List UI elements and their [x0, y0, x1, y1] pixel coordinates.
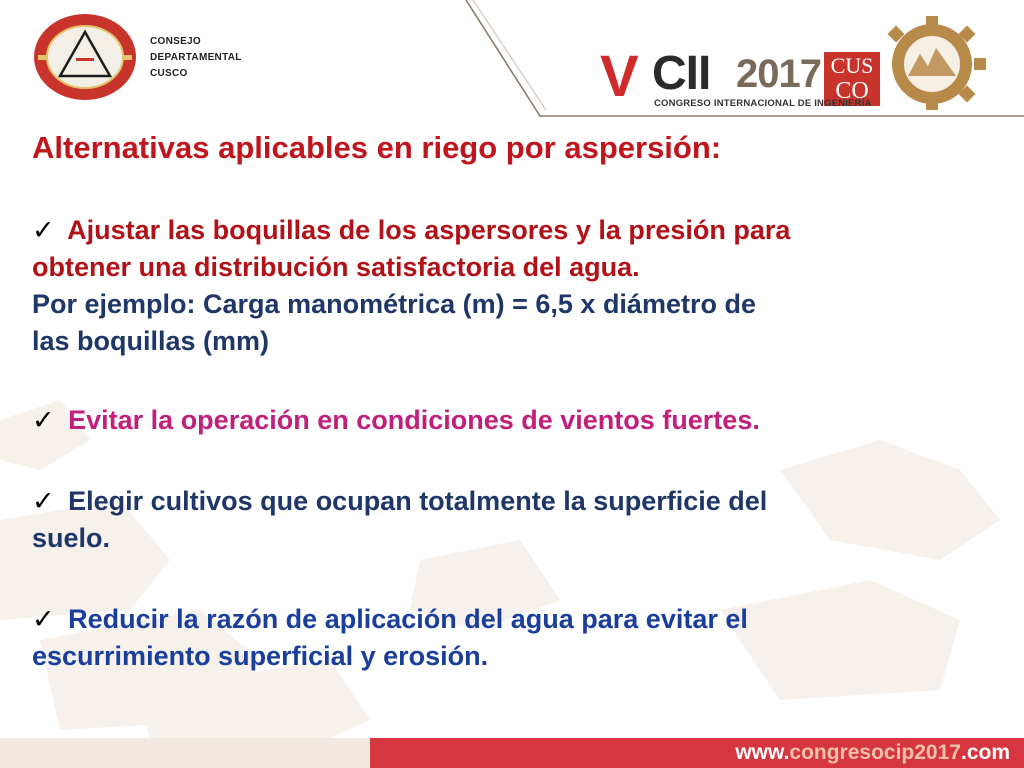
spacer — [32, 439, 992, 483]
url-domain: congresocip2017 — [789, 741, 961, 764]
council-name — [150, 34, 242, 82]
slide-content — [32, 128, 992, 675]
spacer — [32, 557, 992, 601]
congress-year: 2017 — [736, 52, 821, 96]
bullet-choose-crops — [32, 483, 992, 557]
spacer — [32, 168, 992, 212]
url-prefix: www. — [735, 741, 790, 764]
bullet-avoid-wind — [32, 402, 992, 439]
gear-icon — [868, 14, 988, 110]
bullet-text-line: obtener una distribución satisfactoria del agua. — [32, 252, 640, 282]
footer-band-left — [0, 738, 370, 768]
bullet-text-line: Evitar la operación en condiciones de vientos fuertes. — [60, 405, 760, 435]
slide-footer — [0, 738, 1024, 768]
checkmark-icon: ✓ — [32, 405, 55, 435]
example-line: las boquillas (mm) — [32, 326, 270, 356]
bullet-reduce-application-rate — [32, 601, 992, 675]
checkmark-icon: ✓ — [32, 215, 55, 245]
bullet-text-line: Reducir la razón de aplicación del agua para evitar el — [60, 604, 748, 634]
vcii-2017-logo — [600, 14, 990, 110]
congress-caption: CONGRESO INTERNACIONAL DE INGENIERÍA — [654, 98, 872, 109]
congress-mark-cii: CII — [652, 47, 711, 100]
bullet-text-line: suelo. — [32, 523, 111, 553]
bullet-adjust-nozzles — [32, 212, 992, 286]
council-line-1: CONSEJO — [150, 36, 202, 47]
bullet-text-line: escurrimiento superficial y erosión. — [32, 641, 489, 671]
slide-header — [0, 0, 1024, 120]
congress-mark-v: V — [600, 44, 637, 109]
example-formula — [32, 286, 992, 360]
spacer — [32, 360, 992, 402]
bullet-text-line: Ajustar las boquillas de los aspersores y la presión para — [60, 215, 791, 245]
checkmark-icon: ✓ — [32, 486, 55, 516]
url-suffix: .com — [960, 741, 1010, 764]
cusco-badge-bottom: CO — [835, 78, 869, 104]
slide-title: Alternativas aplicables en riego por aspersión: — [32, 130, 722, 165]
council-line-2: DEPARTAMENTAL — [150, 52, 242, 63]
example-line: Por ejemplo: Carga manométrica (m) = 6,5 x diámetro de — [32, 289, 756, 319]
checkmark-icon: ✓ — [32, 604, 55, 634]
bullet-text-line: Elegir cultivos que ocupan totalmente la superficie del — [60, 486, 768, 516]
cusco-badge-top: CUS — [830, 53, 874, 78]
council-line-3: CUSCO — [150, 68, 188, 79]
cip-seal-logo — [32, 12, 138, 102]
footer-website-url[interactable] — [735, 740, 1010, 766]
